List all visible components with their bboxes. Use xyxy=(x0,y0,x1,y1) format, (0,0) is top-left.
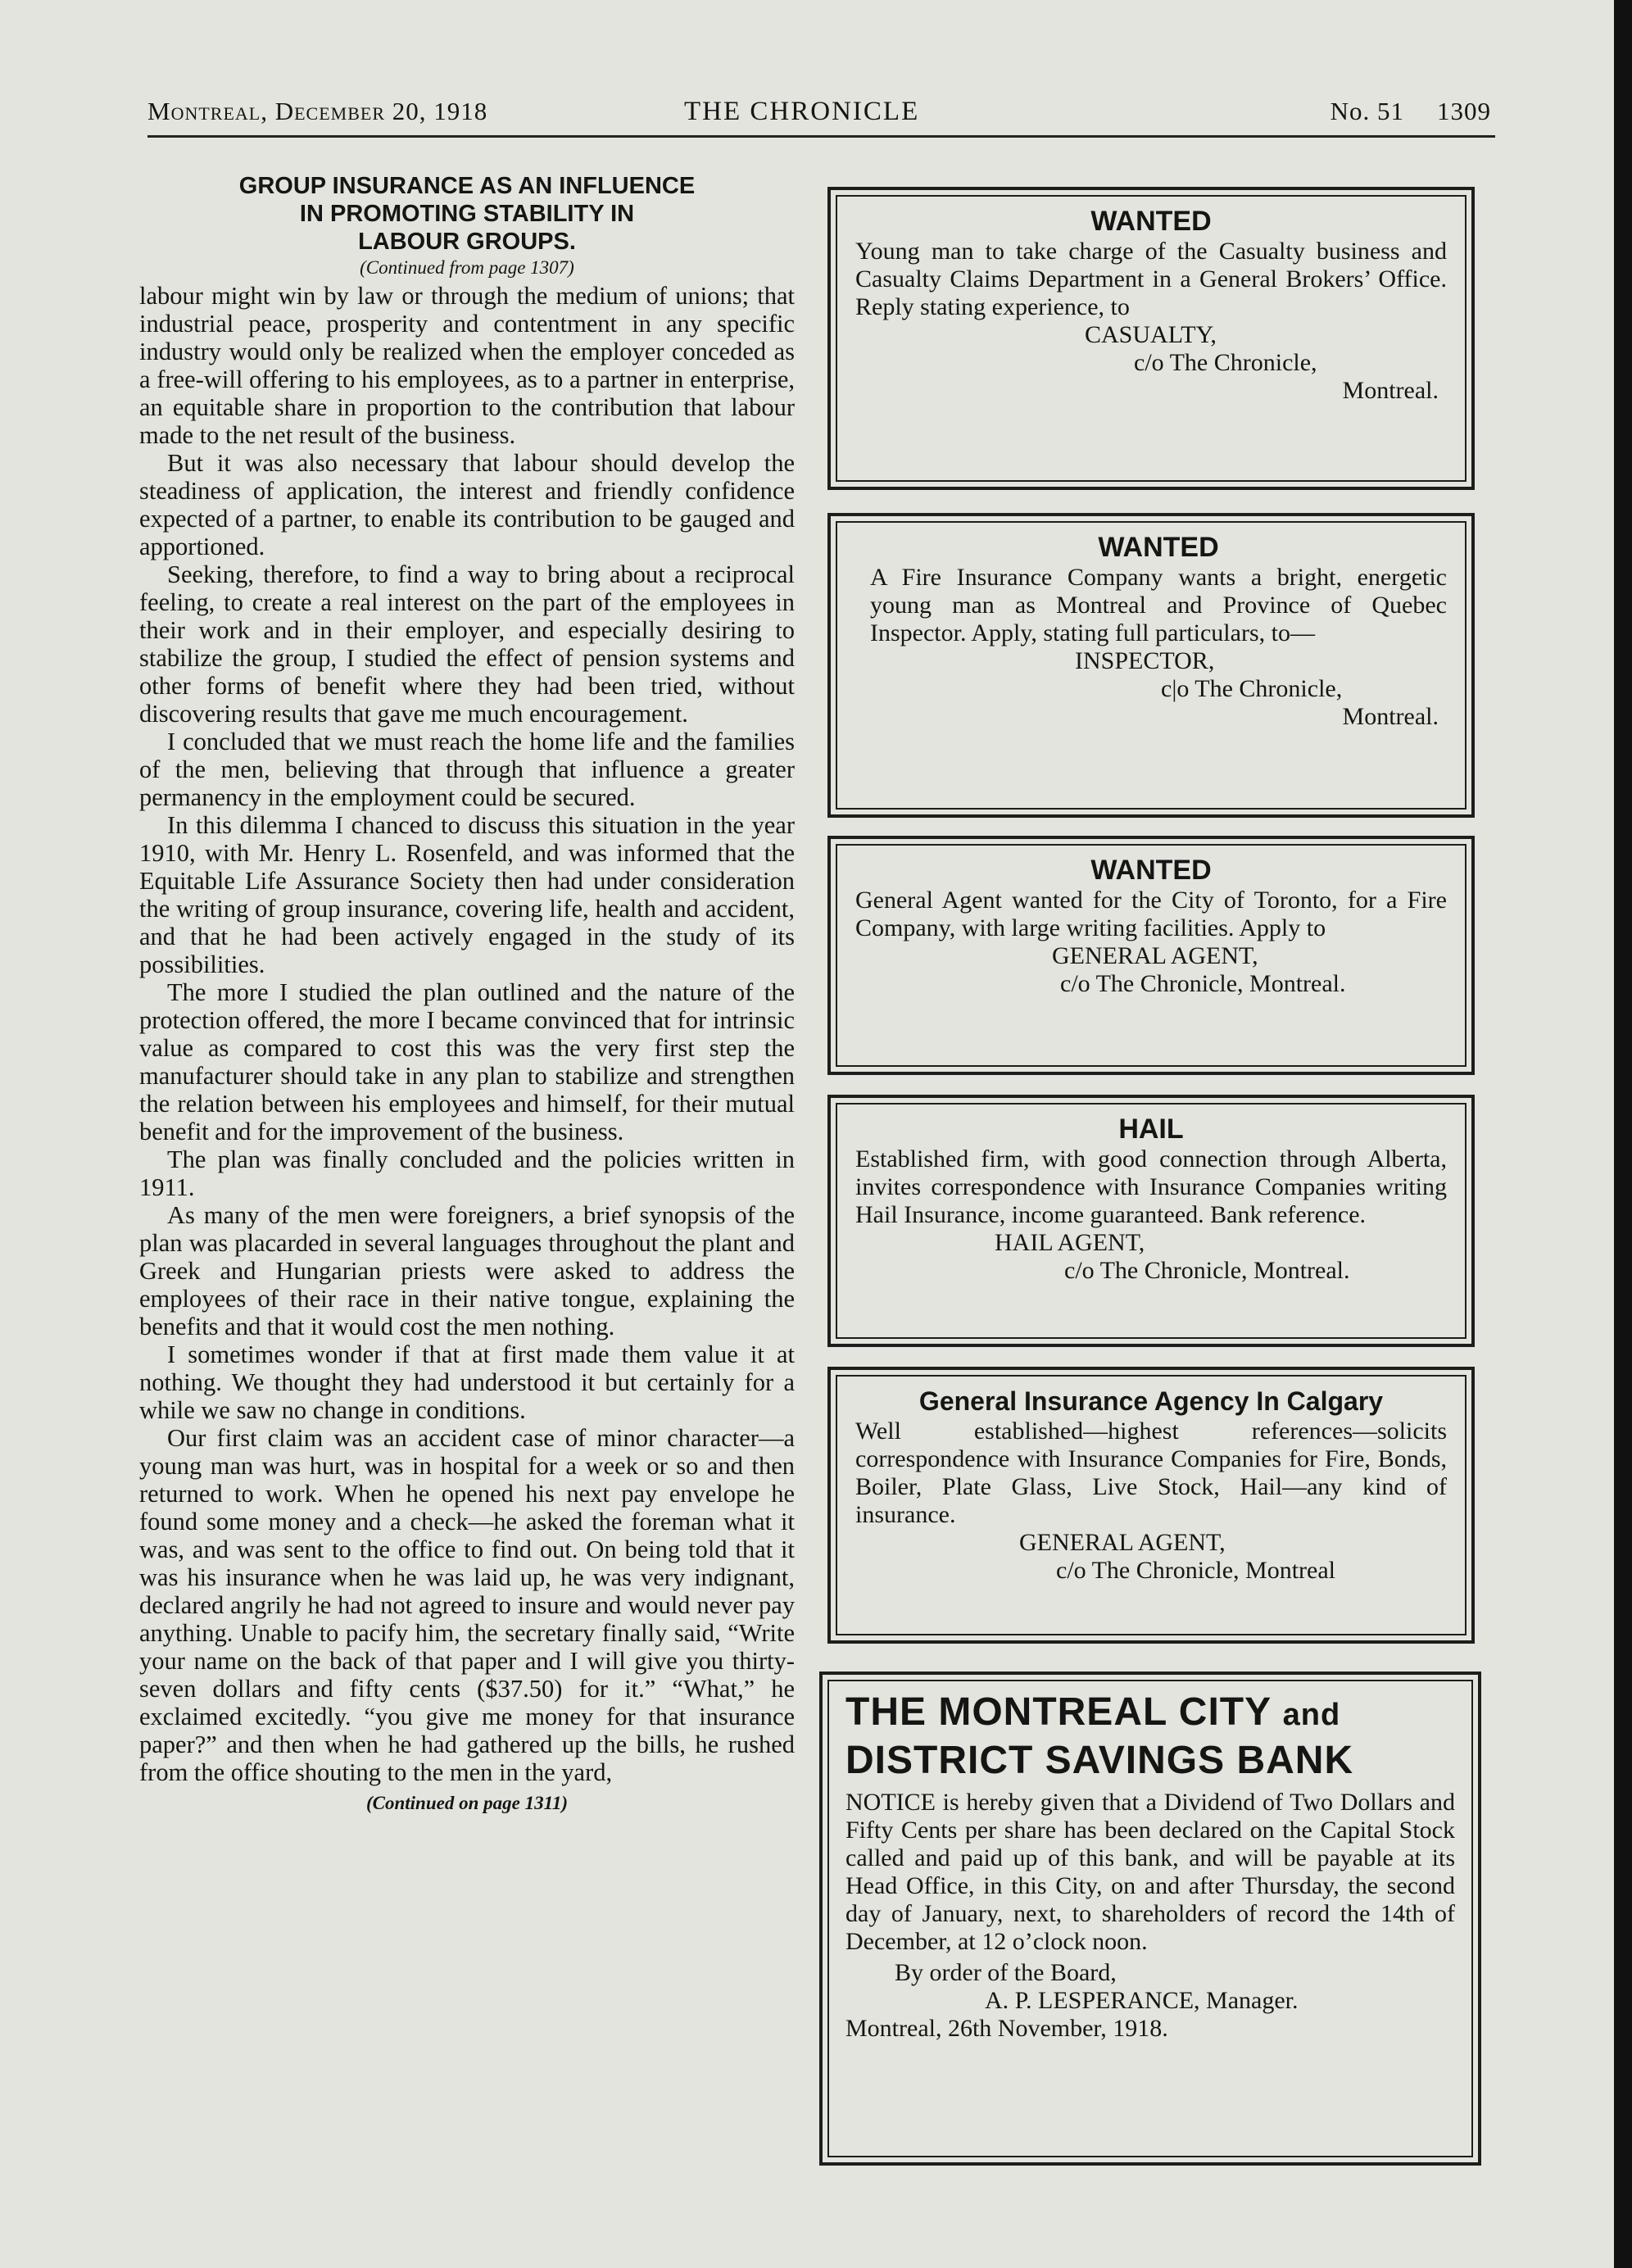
ad-general-insurance-agency-calgary xyxy=(827,1367,1475,1644)
continued-on-note: (Continued on page 1311) xyxy=(365,1793,568,1813)
article-title-line: IN PROMOTING STABILITY IN xyxy=(299,201,635,227)
bank-dividend-notice xyxy=(819,1672,1481,2166)
continued-from-note: (Continued from page 1307) xyxy=(360,257,574,278)
bank-notice-text: NOTICE is hereby given that a Dividend of Two Dollars and Fifty Cents per share has been declared on the Capital Stock called and paid up of this bank, and will be payable at its Head Office, in this City, on and after Thursday, the second day of January, next, to shareholders of record the 14th of December, at 12 o’clock noon. xyxy=(845,1789,1455,1955)
ad-reply-city: Montreal. xyxy=(1342,377,1439,404)
article-column xyxy=(139,172,795,1814)
article-paragraph: I sometimes wonder if that at first made them value it at nothing. We thought they had understood it but certainly for a while we saw no change in conditions. xyxy=(139,1340,795,1424)
ad-text: A Fire Insurance Company wants a bright, energetic young man as Montreal and Province of Quebec Inspector. Apply, stating full particulars, to— xyxy=(870,564,1447,646)
ad-title: WANTED xyxy=(1090,855,1212,886)
bank-order-line: By order of the Board, xyxy=(895,1959,1117,1986)
bank-title xyxy=(845,1690,1455,1784)
bank-title-line: THE MONTREAL CITY xyxy=(845,1690,1272,1734)
ad-reply-address: c/o The Chronicle, xyxy=(1134,349,1317,376)
article-paragraph: But it was also necessary that labour should develop the steadiness of application, the interest and friendly confidence expected of a partner, to enable its contribution to be gauged and apportioned. xyxy=(139,449,795,560)
running-head xyxy=(147,90,1491,131)
article-paragraph: Our first claim was an accident case of minor character—a young man was hurt, was in hospital for a week or so and then returned to work. When he opened his next pay envelope he found some money and a check—he asked the foreman what it was, and was sent to the office to find out. On being told that it was his insurance when he was laid up, he was very indignant, declared angrily he had not agreed to insure and would never pay anything. Unable to pacify him, the secretary finally said, “Write your name on the back of that paper and I will give you thirty-seven dollars and fifty cents ($37.50) for it.” “What,” he exclaimed excitedly. “you give me money for that insurance paper?” and then when he had gathered up the bills, he rushed from the office shouting to the men in the yard, xyxy=(139,1424,795,1786)
ad-reply-address: c/o The Chronicle, Montreal xyxy=(1056,1557,1336,1584)
ad-reply-city: Montreal. xyxy=(1342,703,1439,730)
bank-title-and: and xyxy=(1282,1698,1341,1732)
article-title-line: LABOUR GROUPS. xyxy=(358,229,576,255)
article-paragraph: In this dilemma I chanced to discuss this situation in the year 1910, with Mr. Henry L. Rosenfeld, and was informed that the Equitable Life Assurance Society then had under consideration the writing of group insurance, covering life, health and accident, and that he had been actively engaged in the study of its possibilities. xyxy=(139,811,795,978)
ad-reply-name: HAIL AGENT, xyxy=(995,1229,1145,1256)
article-paragraph: The more I studied the plan outlined and the nature of the protection offered, the more I became convinced that for intrinsic value as compared to cost this was the very first step the manufacturer should take in any plan to stabilize and strengthen the relation between his employees and himself, for their mutual benefit and for the improvement of the business. xyxy=(139,978,795,1145)
ad-title: WANTED xyxy=(1090,206,1212,237)
article-paragraph: labour might win by law or through the medium of unions; that industrial peace, prosperity and contentment in any specific industry would only be realized when the employer conceded as a free-will offering to his employees, as to a partner in enterprise, an equitable share in proportion to the contribution that labour made to the net result of the business. xyxy=(139,282,795,449)
bank-date-line: Montreal, 26th November, 1918. xyxy=(845,2015,1168,2042)
ad-text: Established firm, with good connection through Alberta, invites correspondence with Insurance Companies writing Hail Insurance, income guaranteed. Bank reference. xyxy=(855,1145,1447,1228)
ad-hail xyxy=(827,1095,1475,1347)
bank-manager-line: A. P. LESPERANCE, Manager. xyxy=(985,1987,1299,2014)
scan-edge xyxy=(1614,0,1632,2268)
header-rule xyxy=(147,135,1495,138)
ad-reply-address: c/o The Chronicle, Montreal. xyxy=(1060,970,1346,997)
ad-text: Well established—highest references—solicits correspondence with Insurance Companies for Fire, Bonds, Boiler, Plate Glass, Live Stock, Hail—any kind of insurance. xyxy=(855,1418,1447,1528)
header-issue-number: No. 51 xyxy=(1330,97,1404,125)
article-title xyxy=(139,172,795,256)
article-paragraph: The plan was finally concluded and the policies written in 1911. xyxy=(139,1145,795,1201)
ad-title: General Insurance Agency In Calgary xyxy=(918,1386,1384,1416)
ad-text: General Agent wanted for the City of Toronto, for a Fire Company, with large writing facilities. Apply to xyxy=(855,887,1447,941)
header-dateline: Montreal, December 20, 1918 xyxy=(147,97,488,125)
ad-title: WANTED xyxy=(1098,532,1219,563)
ad-title: HAIL xyxy=(1118,1114,1184,1145)
ad-wanted-general-agent xyxy=(827,836,1475,1075)
ad-reply-name: GENERAL AGENT, xyxy=(1052,942,1258,969)
ad-reply-name: CASUALTY, xyxy=(1085,321,1217,348)
ad-reply-name: INSPECTOR, xyxy=(1075,647,1215,674)
ad-reply-address: c|o The Chronicle, xyxy=(1161,675,1343,702)
ad-wanted-inspector xyxy=(827,513,1475,818)
header-issue-page xyxy=(1331,97,1491,126)
ad-reply-address: c/o The Chronicle, Montreal. xyxy=(1064,1257,1350,1284)
ad-reply-name: GENERAL AGENT, xyxy=(1019,1529,1226,1556)
ad-text: Young man to take charge of the Casualty business and Casualty Claims Department in a General Brokers’ Office. Reply stating experience, to xyxy=(855,238,1447,320)
article-paragraph: Seeking, therefore, to find a way to bring about a reciprocal feeling, to create a real interest on the part of the employees in their work and in their employer, and especially desiring to stabilize the group, I studied the effect of pension systems and other forms of benefit where they had been tried, without discovering results that gave me much encouragement. xyxy=(139,560,795,728)
article-body xyxy=(139,282,795,1786)
article-title-line: GROUP INSURANCE AS AN INFLUENCE xyxy=(238,173,696,199)
ad-wanted-casualty xyxy=(827,187,1475,490)
header-publication-title: THE CHRONICLE xyxy=(684,97,920,126)
article-paragraph: As many of the men were foreigners, a brief synopsis of the plan was placarded in several languages throughout the plant and Greek and Hungarian priests were asked to address the employees of their race in their native tongue, explaining the benefits and that it would cost the men nothing. xyxy=(139,1201,795,1340)
header-page-number: 1309 xyxy=(1437,97,1491,125)
article-paragraph: I concluded that we must reach the home life and the families of the men, believing that through that influence a greater permanency in the employment could be secured. xyxy=(139,728,795,811)
bank-title-line: DISTRICT SAVINGS BANK xyxy=(845,1739,1354,1782)
